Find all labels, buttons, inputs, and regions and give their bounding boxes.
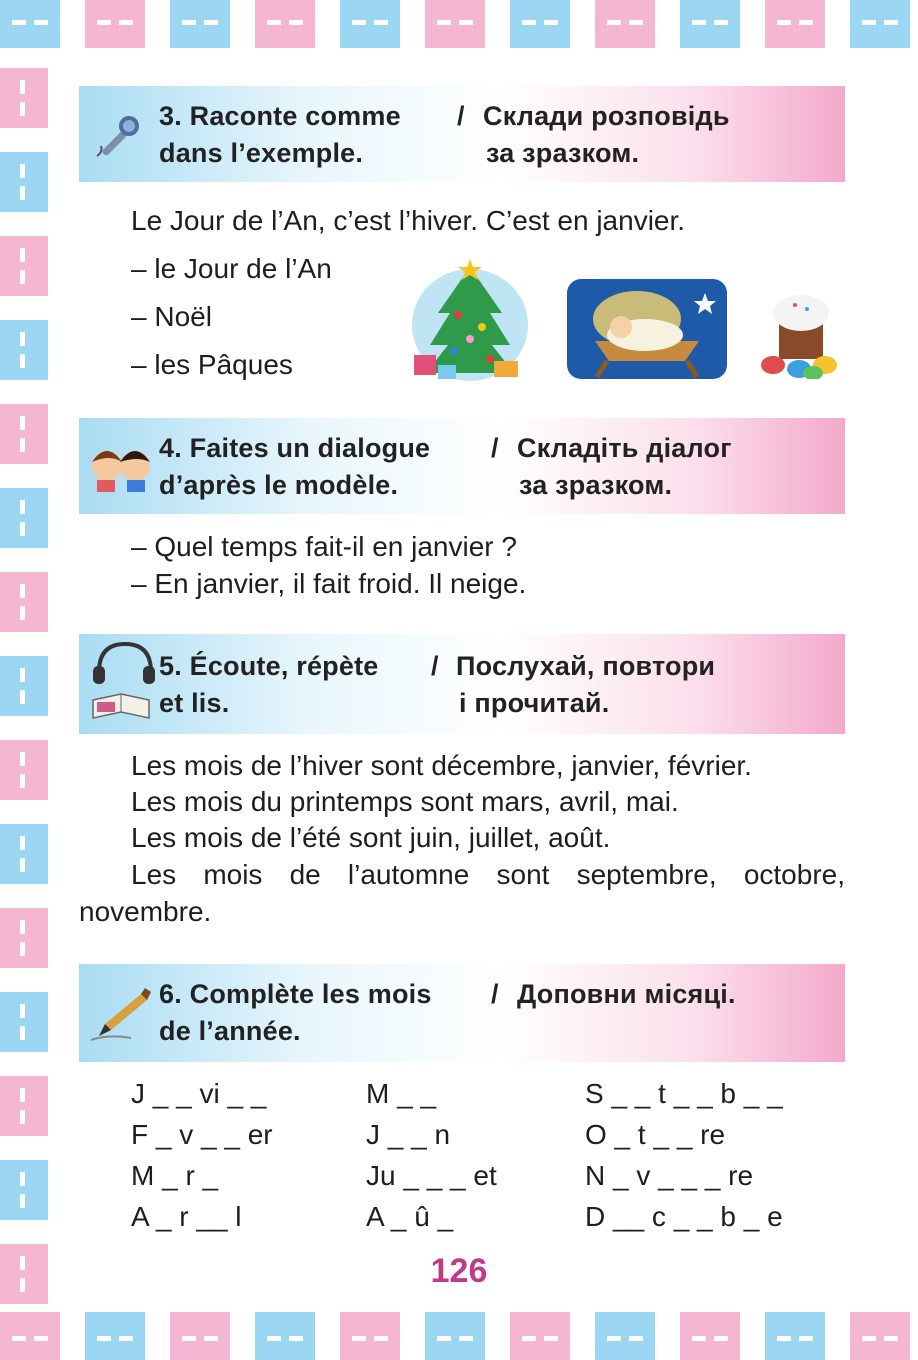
border-dash (20, 920, 25, 934)
border-dash (607, 1336, 621, 1341)
border-dash (289, 1336, 303, 1341)
exercise-5-title-ua: Послухай, повтори (456, 651, 716, 681)
border-dash (12, 20, 26, 25)
border-dash (714, 20, 728, 25)
border-dash (544, 20, 558, 25)
border-dash (20, 270, 25, 284)
headphones-book-icon (87, 638, 155, 724)
list-item: – Noël (131, 301, 212, 332)
exercise-5-title-fr-2: et lis. (159, 688, 230, 718)
month-blank: J _ _ vi _ _ (131, 1078, 267, 1109)
border-dash (20, 522, 25, 536)
border-block (0, 908, 48, 968)
border-block (85, 0, 145, 48)
month-blank: A _ r __ l (131, 1201, 242, 1232)
text-line: Les mois de l’automne sont septembre, octobre, (131, 859, 845, 890)
border-block (0, 320, 48, 380)
border-dash (437, 1336, 451, 1341)
border-block (170, 0, 230, 48)
border-block (0, 236, 48, 296)
border-dash (777, 20, 791, 25)
border-dash (20, 752, 25, 766)
border-dash (777, 1336, 791, 1341)
text-line: Les mois du printemps sont mars, avril, mai. (131, 786, 679, 817)
border-dash (629, 1336, 643, 1341)
border-block (0, 152, 48, 212)
border-dash (34, 20, 48, 25)
microphone-icon (87, 100, 155, 168)
border-dash (12, 1336, 26, 1341)
border-dash (692, 1336, 706, 1341)
border-dash (20, 690, 25, 704)
border-dash (374, 20, 388, 25)
title-separator: / (431, 651, 439, 681)
border-dash (437, 20, 451, 25)
border-block (0, 1312, 60, 1360)
border-dash (20, 354, 25, 368)
border-block (0, 488, 48, 548)
border-block (425, 0, 485, 48)
page-number: 126 (430, 1252, 488, 1290)
exercise-3-title-ua-2: за зразком. (486, 138, 640, 168)
border-dash (119, 1336, 133, 1341)
easter-cake-illustration (755, 285, 847, 379)
pen-icon (87, 978, 155, 1046)
border-block (425, 1312, 485, 1360)
exercise-3-title-ua: Склади розповідь (483, 101, 730, 131)
border-block (680, 1312, 740, 1360)
border-dash (799, 1336, 813, 1341)
month-blank: D __ c _ _ b _ e (585, 1201, 783, 1232)
exercise-6-title-fr-2: de l’année. (159, 1016, 301, 1046)
border-dash (714, 1336, 728, 1341)
text-line: Les mois de l’hiver sont décembre, janvier, février. (131, 750, 752, 781)
border-block (255, 1312, 315, 1360)
border-dash (20, 500, 25, 514)
exercise-3-title-fr: 3. Raconte comme (159, 101, 401, 131)
list-item: – le Jour de l’An (131, 253, 332, 284)
border-dash (544, 1336, 558, 1341)
exercise-3-header (79, 86, 845, 182)
border-block (680, 0, 740, 48)
month-blank: J _ _ n (366, 1119, 451, 1150)
border-dash (607, 20, 621, 25)
exercise-4-title-fr-2: d’après le modèle. (159, 470, 399, 500)
list-item: – les Pâques (131, 349, 293, 380)
exercise-3-example: Le Jour de l’An, c’est l’hiver. C’est en janvier. (131, 205, 686, 236)
month-blank: Ju _ _ _ et (366, 1160, 497, 1191)
dialogue-line: – En janvier, il fait froid. Il neige. (131, 568, 527, 599)
border-dash (884, 20, 898, 25)
border-dash (20, 1088, 25, 1102)
border-dash (20, 186, 25, 200)
title-separator: / (457, 101, 465, 131)
dialogue-line: – Quel temps fait-il en janvier ? (131, 531, 517, 562)
border-block (510, 1312, 570, 1360)
border-block (0, 0, 60, 48)
exercise-3-title-fr-2: dans l’exemple. (159, 138, 364, 168)
border-dash (862, 20, 876, 25)
month-blank: S _ _ t _ _ b _ _ (585, 1078, 783, 1109)
month-blank: A _ û _ (366, 1201, 454, 1232)
border-dash (20, 1194, 25, 1208)
exercise-4-title-ua: Складіть діалог (517, 433, 732, 463)
border-block (595, 1312, 655, 1360)
border-block (0, 404, 48, 464)
border-dash (20, 942, 25, 956)
border-block (0, 656, 48, 716)
border-dash (34, 1336, 48, 1341)
exercise-5-header (79, 634, 845, 734)
border-dash (459, 1336, 473, 1341)
text-line: Les mois de l’été sont juin, juillet, août. (131, 822, 611, 853)
month-blank: O _ t _ _ re (585, 1119, 726, 1150)
title-separator: / (491, 433, 499, 463)
border-dash (20, 668, 25, 682)
nativity-illustration (567, 279, 727, 379)
border-dash (459, 20, 473, 25)
border-dash (884, 1336, 898, 1341)
border-dash (799, 20, 813, 25)
border-dash (862, 1336, 876, 1341)
border-dash (20, 438, 25, 452)
border-block (0, 572, 48, 632)
border-block (850, 0, 910, 48)
border-dash (289, 20, 303, 25)
border-dash (20, 164, 25, 178)
border-block (0, 740, 48, 800)
border-block (0, 1076, 48, 1136)
border-dash (20, 836, 25, 850)
border-dash (629, 20, 643, 25)
month-blank: F _ v _ _ er (131, 1119, 273, 1150)
border-block (850, 1312, 910, 1360)
border-dash (20, 332, 25, 346)
border-dash (267, 20, 281, 25)
border-dash (20, 774, 25, 788)
border-dash (97, 20, 111, 25)
border-dash (97, 1336, 111, 1341)
border-dash (20, 1172, 25, 1186)
border-dash (692, 20, 706, 25)
border-block (595, 0, 655, 48)
border-dash (20, 1110, 25, 1124)
border-dash (374, 1336, 388, 1341)
exercise-4-title-fr: 4. Faites un dialogue (159, 433, 431, 463)
border-dash (20, 102, 25, 116)
border-dash (20, 858, 25, 872)
exercise-5-title-ua-2: і прочитай. (459, 688, 610, 718)
border-dash (20, 1004, 25, 1018)
border-dash (119, 20, 133, 25)
border-block (510, 0, 570, 48)
border-block (765, 0, 825, 48)
border-dash (182, 20, 196, 25)
border-block (85, 1312, 145, 1360)
month-blank: N _ v _ _ _ re (585, 1160, 754, 1191)
border-block (170, 1312, 230, 1360)
border-dash (267, 1336, 281, 1341)
border-dash (522, 1336, 536, 1341)
text-line: novembre. (79, 896, 212, 927)
border-dash (20, 416, 25, 430)
border-dash (20, 606, 25, 620)
border-block (765, 1312, 825, 1360)
border-block (255, 0, 315, 48)
exercise-6-title-ua: Доповни місяці. (517, 979, 736, 1009)
border-dash (522, 20, 536, 25)
border-dash (20, 1026, 25, 1040)
border-dash (352, 1336, 366, 1341)
exercise-4-header (79, 418, 845, 514)
border-dash (20, 248, 25, 262)
children-talking-icon (87, 432, 155, 500)
border-dash (204, 1336, 218, 1341)
exercise-6-title-fr: 6. Complète les mois (159, 979, 432, 1009)
border-block (340, 1312, 400, 1360)
border-block (0, 1160, 48, 1220)
border-dash (182, 1336, 196, 1341)
border-block (340, 0, 400, 48)
border-block (0, 68, 48, 128)
border-dash (204, 20, 218, 25)
border-dash (20, 584, 25, 598)
exercise-4-title-ua-2: за зразком. (519, 470, 673, 500)
month-blank: M _ r _ (131, 1160, 219, 1191)
border-block (0, 824, 48, 884)
border-dash (352, 20, 366, 25)
border-dash (20, 80, 25, 94)
christmas-tree-illustration (408, 255, 528, 383)
border-block (0, 992, 48, 1052)
exercise-5-title-fr: 5. Écoute, répète (159, 651, 379, 681)
title-separator: / (491, 979, 499, 1009)
month-blank: M _ _ (366, 1078, 437, 1109)
exercise-6-header (79, 964, 845, 1062)
